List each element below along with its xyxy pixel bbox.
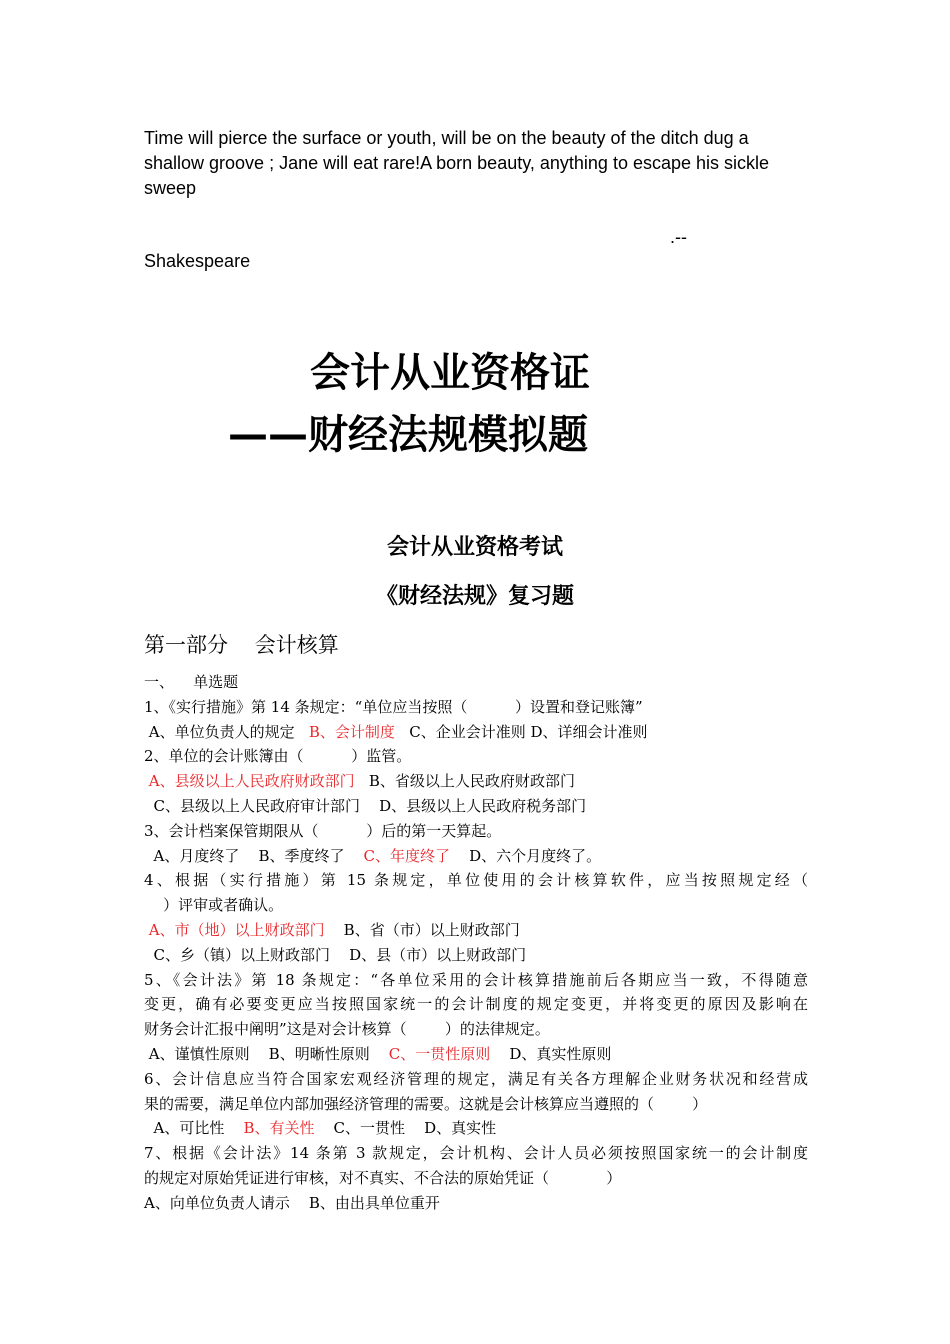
line-text: 5、《会计法》第 18 条规定：“各单位采用的会计核算措施前后各期应当一致，不得随意 xyxy=(144,970,808,989)
line-text: A、月度终了 B、季度终了 xyxy=(144,846,364,865)
question-line xyxy=(144,918,808,943)
question-body xyxy=(144,670,808,1216)
main-title-line2: ——财经法规模拟题 xyxy=(228,412,588,458)
question-line xyxy=(144,769,808,794)
question-line xyxy=(144,1092,808,1117)
line-text: C、一贯性 D、真实性 xyxy=(314,1119,497,1138)
line-text: C、乡（镇）以上财政部门 D、县（市）以上财政部门 xyxy=(144,945,527,964)
answer-text: C、一贯性原则 xyxy=(388,1044,491,1063)
section-heading: 一、 单选题 xyxy=(144,673,239,691)
question-line xyxy=(144,744,808,769)
question-line xyxy=(144,819,808,844)
line-text: A、谨慎性原则 B、明晰性原则 xyxy=(144,1044,389,1063)
quote-text: Time will pierce the surface or youth, will be on the beauty of the ditch dug a shallow groove ; Jane will eat rare!A born beauty, anything to escape his sickle sweep xyxy=(144,128,770,198)
line-text: 变更，确有必要变更应当按照国家统一的会计制度的规定变更，并将变更的原因及影响在 xyxy=(144,995,808,1014)
quote-author: Shakespeare xyxy=(144,251,251,271)
question-line xyxy=(144,893,808,918)
question-line xyxy=(144,720,808,745)
line-text: A、单位负责人的规定 xyxy=(144,722,305,741)
question-line xyxy=(144,968,808,993)
question-line xyxy=(144,1166,808,1191)
question-line xyxy=(144,1141,808,1166)
question-line xyxy=(144,695,808,720)
line-text: ）评审或者确认。 xyxy=(144,896,284,915)
answer-text: B、会计制度 xyxy=(304,722,400,741)
line-text: 果的需要，满足单位内部加强经济管理的需要。这就是会计核算应当遵照的（ ） xyxy=(144,1094,708,1113)
line-text: 7、根据《会计法》14 条第 3 款规定，会计机构、会计人员必须按照国家统一的会计制度 xyxy=(144,1144,808,1163)
line-text: 4、根据（实行措施）第 15 条规定，单位使用的会计核算软件，应当按照规定经（ xyxy=(144,871,808,890)
line-text: 的规定对原始凭证进行审核，对不真实、不合法的原始凭证（ ） xyxy=(144,1168,622,1187)
line-text: C、企业会计准则 D、详细会计准则 xyxy=(399,722,648,741)
line-text: A、可比性 xyxy=(144,1119,244,1138)
answer-text: B、有关性 xyxy=(243,1119,315,1138)
quote-dash: .-- xyxy=(670,227,687,247)
line-text: 3、会计档案保管期限从（ ）后的第一天算起。 xyxy=(144,821,502,840)
line-text: D、真实性原则 xyxy=(490,1044,612,1063)
question-line xyxy=(144,844,808,869)
subtitle-line1: 会计从业资格考试 xyxy=(386,534,563,560)
answer-text: C、年度终了 xyxy=(363,846,451,865)
main-title-line1: 会计从业资格证 xyxy=(310,350,590,396)
question-line xyxy=(144,943,808,968)
question-line xyxy=(144,794,808,819)
line-text: B、省级以上人民政府财政部门 xyxy=(354,772,575,791)
question-line xyxy=(144,868,808,893)
line-text: 6、会计信息应当符合国家宏观经济管理的规定，满足有关各方理解企业财务状况和经营成 xyxy=(144,1069,808,1088)
question-line xyxy=(144,1017,808,1042)
question-line xyxy=(144,1042,808,1067)
part-heading: 第一部分 会计核算 xyxy=(144,633,339,657)
line-text: 财务会计汇报中阐明”这是对会计核算（ ）的法律规定。 xyxy=(144,1020,550,1039)
question-line xyxy=(144,1191,808,1216)
question-line xyxy=(144,1067,808,1092)
line-text: 1、《实行措施》第 14 条规定：“单位应当按照（ ）设置和登记账簿” xyxy=(144,697,643,716)
line-text: A、向单位负责人请示 B、由出具单位重开 xyxy=(144,1193,440,1212)
line-text: B、省（市）以上财政部门 xyxy=(324,920,520,939)
answer-text: A、市（地）以上财政部门 xyxy=(144,920,325,939)
subtitle-line2: 《财经法规》复习题 xyxy=(375,583,574,609)
question-line xyxy=(144,992,808,1017)
question-line xyxy=(144,1116,808,1141)
line-text: C、县级以上人民政府审计部门 D、县级以上人民政府税务部门 xyxy=(144,796,587,815)
line-text: D、六个月度终了。 xyxy=(450,846,602,865)
answer-text: A、县级以上人民政府财政部门 xyxy=(144,772,355,791)
line-text: 2、单位的会计账簿由（ ）监管。 xyxy=(144,747,412,766)
